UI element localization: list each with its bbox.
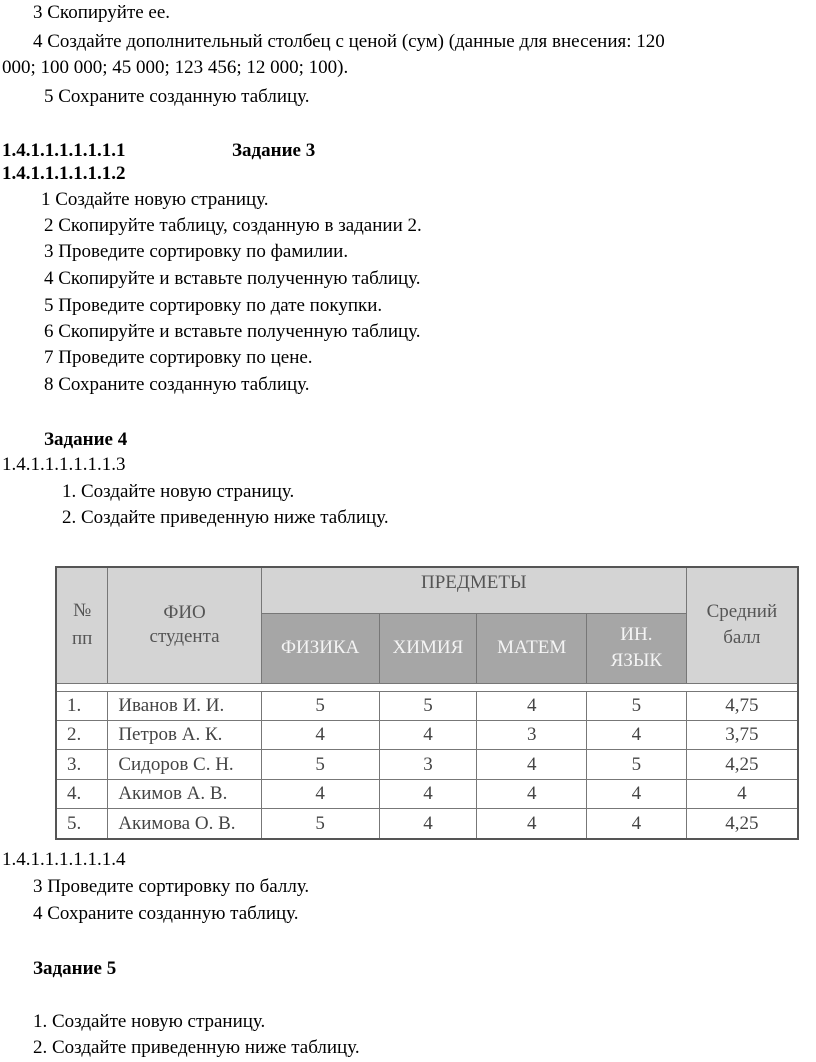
cell-number: 2. — [56, 720, 108, 749]
header-average-line-2: балл — [723, 627, 761, 649]
header-foreign-language — [587, 613, 687, 683]
cell-math: 4 — [477, 809, 587, 839]
task-4-heading: Задание 4 — [44, 429, 128, 450]
header-foreign-language-line-2: ЯЗЫК — [610, 650, 663, 671]
cell-name: Иванов И. И. — [108, 691, 262, 720]
cell-number: 4. — [56, 779, 108, 808]
cell-number: 5. — [56, 809, 108, 839]
task3-step-2: 2 Скопируйте таблицу, созданную в задании 2. — [44, 215, 422, 236]
header-math: МАТЕМ — [477, 613, 587, 683]
cell-chemistry: 4 — [379, 809, 477, 839]
task3-step-3: 3 Проведите сортировку по фамилии. — [44, 241, 349, 262]
table-row — [56, 750, 798, 779]
task4-step-3: 3 Проведите сортировку по баллу. — [33, 876, 310, 897]
table-row — [56, 720, 798, 749]
header-foreign-language-line-1: ИН. — [620, 624, 653, 645]
step-5-save: 5 Сохраните созданную таблицу. — [44, 86, 310, 107]
cell-chemistry: 5 — [379, 691, 477, 720]
task3-step-5: 5 Проведите сортировку по дате покупки. — [44, 295, 383, 316]
task3-step-7: 7 Проведите сортировку по цене. — [44, 347, 313, 368]
cell-average: 3,75 — [686, 720, 798, 749]
task3-step-8: 8 Сохраните созданную таблицу. — [44, 374, 310, 395]
header-subjects-group: ПРЕДМЕТЫ — [261, 567, 686, 613]
cell-math: 4 — [477, 691, 587, 720]
cell-language: 4 — [587, 779, 687, 808]
cell-language: 4 — [587, 720, 687, 749]
cell-chemistry: 4 — [379, 720, 477, 749]
cell-number: 3. — [56, 750, 108, 779]
step-4-add-column-cont: 000; 100 000; 45 000; 123 456; 12 000; 100). — [2, 57, 349, 78]
header-number-line-1: № — [73, 600, 92, 622]
table-row — [56, 691, 798, 720]
task4-step-2: 2. Создайте приведенную ниже таблицу. — [62, 507, 389, 528]
header-number — [56, 567, 108, 683]
cell-average: 4,25 — [686, 809, 798, 839]
header-spacer — [56, 683, 798, 691]
task3-step-6: 6 Скопируйте и вставьте полученную таблицу. — [44, 321, 421, 342]
cell-average: 4,25 — [686, 750, 798, 779]
step-4-add-column: 4 Создайте дополнительный столбец с ценой (сум) (данные для внесения: 120 — [33, 31, 665, 52]
cell-physics: 5 — [261, 750, 379, 779]
header-average-line-1: Средний — [706, 601, 778, 623]
cell-math: 4 — [477, 779, 587, 808]
task-5-heading: Задание 5 — [33, 958, 117, 979]
cell-chemistry: 4 — [379, 779, 477, 808]
task5-step-1: 1. Создайте новую страницу. — [33, 1011, 266, 1032]
cell-language: 4 — [587, 809, 687, 839]
grades-table — [55, 566, 799, 840]
table-row — [56, 809, 798, 839]
task3-step-4: 4 Скопируйте и вставьте полученную таблицу. — [44, 268, 421, 289]
cell-name: Акимова О. В. — [108, 809, 262, 839]
cell-average: 4,75 — [686, 691, 798, 720]
cell-physics: 4 — [261, 720, 379, 749]
cell-chemistry: 3 — [379, 750, 477, 779]
cell-name: Акимов А. В. — [108, 779, 262, 808]
header-fio-line-1: ФИО — [163, 602, 206, 624]
heading-number-4: 1.4.1.1.1.1.1.1.4 — [2, 849, 126, 870]
task4-step-4: 4 Сохраните созданную таблицу. — [33, 903, 299, 924]
task3-step-1: 1 Создайте новую страницу. — [41, 189, 269, 210]
cell-physics: 4 — [261, 779, 379, 808]
heading-number-1: 1.4.1.1.1.1.1.1.1 — [2, 140, 126, 161]
header-fio-line-2: студента — [149, 626, 220, 648]
cell-physics: 5 — [261, 809, 379, 839]
header-average — [686, 567, 798, 683]
table-row — [56, 779, 798, 808]
cell-name: Сидоров С. Н. — [108, 750, 262, 779]
heading-number-3: 1.4.1.1.1.1.1.1.3 — [2, 454, 126, 475]
header-number-line-2: пп — [71, 628, 93, 650]
header-physics: ФИЗИКА — [261, 613, 379, 683]
cell-math: 3 — [477, 720, 587, 749]
cell-language: 5 — [587, 750, 687, 779]
heading-number-2: 1.4.1.1.1.1.1.1.2 — [2, 163, 126, 184]
cell-average: 4 — [686, 779, 798, 808]
header-fio — [108, 567, 262, 683]
cell-language: 5 — [587, 691, 687, 720]
cell-number: 1. — [56, 691, 108, 720]
cell-math: 4 — [477, 750, 587, 779]
cell-name: Петров А. К. — [108, 720, 262, 749]
task5-step-2: 2. Создайте приведенную ниже таблицу. — [33, 1037, 360, 1058]
task4-step-1: 1. Создайте новую страницу. — [62, 481, 295, 502]
header-chemistry: ХИМИЯ — [379, 613, 477, 683]
step-3-copy: 3 Скопируйте ее. — [33, 2, 171, 23]
cell-physics: 5 — [261, 691, 379, 720]
task-3-heading: Задание 3 — [232, 140, 316, 161]
